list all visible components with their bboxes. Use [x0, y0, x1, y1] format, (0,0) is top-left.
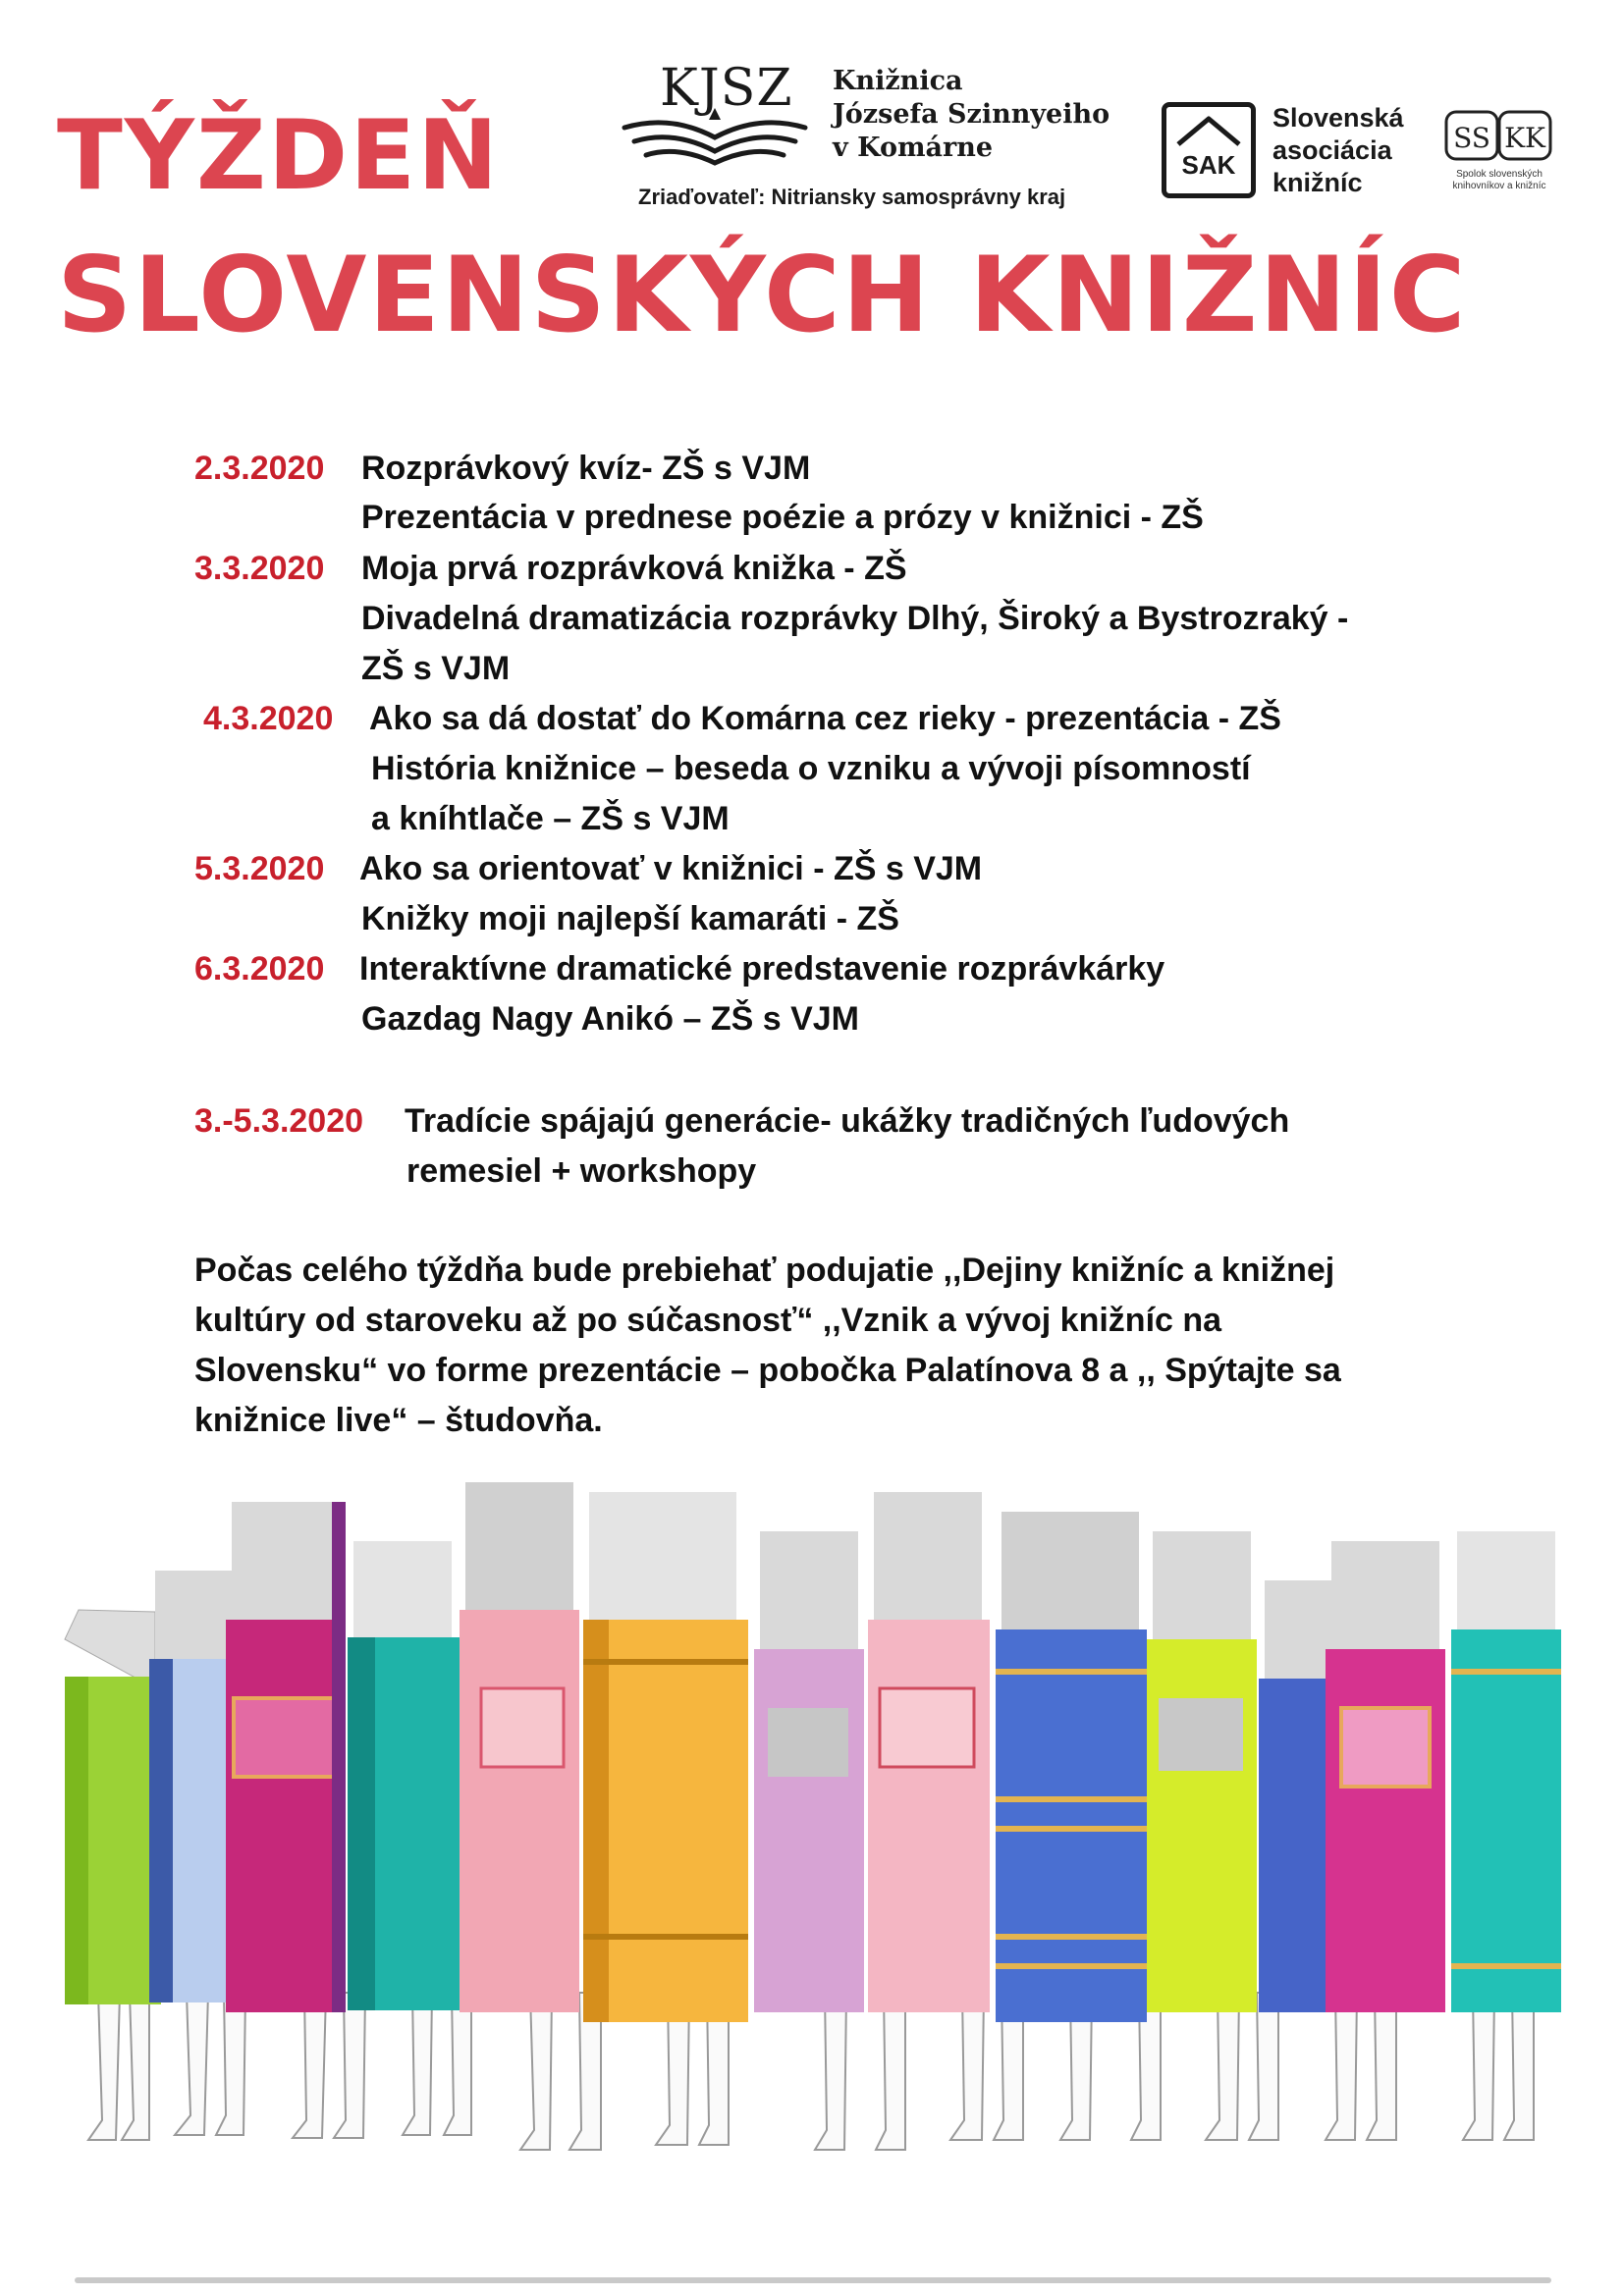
book-pink: [460, 1482, 579, 2012]
sak-name-line: Slovenská: [1272, 103, 1404, 133]
book-magenta: [226, 1502, 346, 2012]
sskk-caption: [1435, 169, 1563, 192]
book-light-pink: [868, 1492, 990, 2012]
program-item: Rozprávkový kvíz- ZŠ s VJM: [361, 450, 811, 487]
program-item: Interaktívne dramatické predstavenie rozprávkárky: [359, 950, 1165, 988]
program-item: Gazdag Nagy Anikó – ZŠ s VJM: [361, 1000, 859, 1038]
book-teal: [348, 1541, 460, 2010]
program-date: 3.3.2020: [194, 550, 325, 587]
book-yellow: [583, 1492, 748, 2022]
kjsz-name-line: Knižnica: [833, 66, 963, 96]
program-item: Ako sa orientovať v knižnici - ZŠ s VJM: [359, 850, 983, 887]
book-teal-2: [1451, 1531, 1561, 2012]
bottom-divider: [75, 2277, 1551, 2283]
program-item: ZŠ s VJM: [361, 650, 511, 687]
program-date: 2.3.2020: [194, 450, 325, 487]
program-date: 4.3.2020: [203, 700, 334, 737]
closing-text-line: Počas celého týždňa bude prebiehať podujatie ,,Dejiny knižníc a knižnej: [194, 1252, 1335, 1289]
program-date: 5.3.2020: [194, 850, 325, 887]
program-item: a kníhtlače – ZŠ s VJM: [371, 800, 730, 837]
book-lilac: [754, 1531, 864, 2012]
program-item: História knižnice – beseda o vzniku a vývoji písomností: [371, 750, 1251, 787]
sak-logo: [1162, 102, 1256, 198]
program-item: Divadelná dramatizácia rozprávky Dlhý, Široký a Bystrozraký -: [361, 600, 1349, 637]
sskk-caption-line: knihovníkov a knižníc: [1452, 181, 1546, 191]
kjsz-library-name: [833, 65, 1110, 165]
program-item: Prezentácia v prednese poézie a prózy v knižnici - ZŠ: [361, 499, 1204, 536]
sak-name-line: asociácia: [1272, 135, 1392, 165]
kjsz-name-line: Józsefa Szinnyeiho: [833, 99, 1110, 130]
title-line-1: TÝŽDEŇ: [57, 100, 501, 212]
sskk-logo: [1443, 104, 1553, 163]
sak-letters: SAK: [1181, 150, 1236, 180]
program-item: remesiel + workshopy: [406, 1152, 757, 1190]
kjsz-logo-letters: KJSZ: [660, 59, 793, 118]
book-magenta-2: [1326, 1541, 1445, 2012]
program-date: 3.-5.3.2020: [194, 1102, 364, 1140]
closing-text-line: Slovensku“ vo forme prezentácie – pobočka Palatínova 8 a ,, Spýtajte sa: [194, 1352, 1341, 1389]
closing-text-line: knižnice live“ – študovňa.: [194, 1402, 603, 1439]
book-green: [65, 1610, 161, 2004]
sak-roof-icon: [1166, 107, 1251, 193]
program-item: Ako sa dá dostať do Komárna cez rieky - prezentácia - ZŠ: [369, 700, 1281, 737]
sskk-letters-a: SS: [1453, 122, 1490, 154]
books-with-legs-illustration: [59, 1472, 1571, 2160]
sak-name-line: knižníc: [1272, 168, 1363, 197]
program-item: Moja prvá rozprávková knižka - ZŠ: [361, 550, 907, 587]
book-lime: [1147, 1531, 1257, 2012]
legs: [88, 1993, 1534, 2150]
book-blue: [996, 1512, 1147, 2022]
sskk-caption-line: Spolok slovenských: [1456, 169, 1543, 180]
program-item: Tradície spájajú generácie- ukážky tradičných ľudových: [405, 1102, 1290, 1140]
kjsz-name-line: v Komárne: [833, 133, 994, 163]
title-line-2: SLOVENSKÝCH KNIŽNÍC: [57, 235, 1468, 355]
closing-text-line: kultúry od staroveku až po súčasnosť“ ,,Vznik a vývoj knižníc na: [194, 1302, 1222, 1339]
program-date: 6.3.2020: [194, 950, 325, 988]
kjsz-founder: Zriaďovateľ: Nitriansky samosprávny kraj: [638, 185, 1066, 209]
sak-name: [1272, 102, 1404, 199]
program-item: Knižky moji najlepší kamaráti - ZŠ: [361, 900, 899, 937]
sskk-letters-b: KK: [1504, 122, 1545, 154]
